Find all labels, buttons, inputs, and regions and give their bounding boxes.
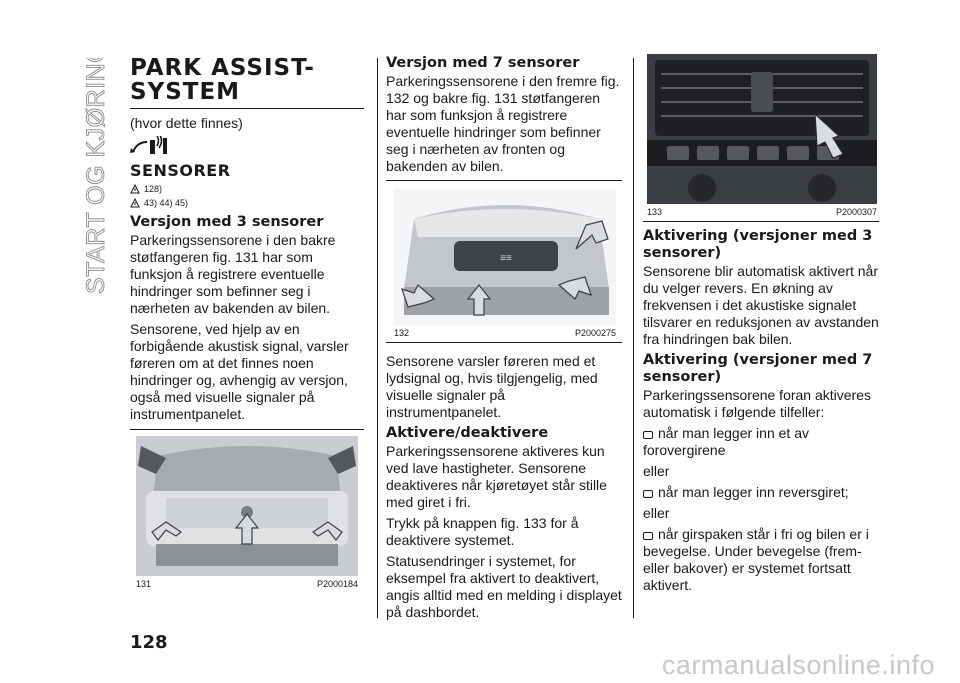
figure-131-rear-car	[136, 436, 358, 576]
list-item	[643, 484, 879, 501]
figure-133-caption	[647, 207, 877, 217]
or-text-1: eller	[643, 463, 670, 479]
bullet-icon	[643, 532, 653, 540]
figure-132-number: 132	[394, 328, 410, 338]
figure-132-top-divider	[386, 180, 622, 181]
reference-row-2	[130, 196, 364, 210]
section-side-tab	[80, 58, 112, 298]
paragraph-signals: Sensorene varsler føreren med et lydsignal og, hvis tilgjengelig, med visuelle signaler på instrumentpanelet.	[386, 353, 598, 420]
paragraph-3-sensors-2: Sensorene, ved hjelp av en forbigående akustisk signal, varsler føreren om at det finnes noen hindringer og, avhengig av versjon, også med visuelle signaler på instrumentpanelet.	[130, 321, 349, 422]
reference-row-1	[130, 182, 364, 196]
dashboard-illustration	[647, 54, 877, 204]
heading-7-sensors: Versjon med 7 sensorer	[386, 55, 580, 71]
paragraph-status: Statusendringer i systemet, for eksempel fra aktivert to deaktivert, angis alltid med en melding i displayet på dashbordet.	[386, 553, 622, 620]
reference-numbers-2: 43) 44) 45)	[144, 198, 189, 208]
heading-3-sensors: Versjon med 3 sensorer	[130, 214, 324, 230]
column-divider-2	[633, 58, 634, 618]
figure-132-caption	[394, 328, 616, 338]
heading-activation-7-sensors: Aktivering (versjoner med 7 sensorer)	[643, 352, 873, 385]
page-title-line1: PARK ASSIST-	[130, 55, 315, 81]
column-1	[130, 56, 364, 589]
column-divider-1	[377, 58, 378, 618]
figure-132-code: P2000275	[574, 328, 616, 338]
bullet-icon	[643, 490, 653, 498]
list-item	[643, 425, 879, 459]
figure-133-dashboard-button	[647, 54, 877, 204]
svg-text:≡≡: ≡≡	[500, 253, 512, 264]
list-item	[643, 526, 879, 594]
figure-133-code: P2000307	[835, 207, 877, 217]
paragraph-activation-3: Sensorene blir automatisk aktivert når du velger revers. En økning av frekvensen i det akustiske signalet tilsvarer en reduksjonen av avstanden fra hindringen bak bilen.	[643, 263, 879, 347]
bullet-text-2: når man legger inn reversgiret;	[658, 484, 849, 500]
paragraph-press-button: Trykk på knappen fig. 133 for å deaktivere systemet.	[386, 515, 579, 548]
note-warning-icon	[130, 198, 140, 208]
paragraph-activation-7: Parkeringssensorene foran aktiveres automatisk i følgende tilfeller:	[643, 387, 872, 420]
column-2	[386, 56, 622, 625]
hand-warning-icon	[130, 184, 140, 194]
page-title-line2: SYSTEM	[130, 79, 241, 105]
bullet-text-3: når girspaken står i fri og bilen er i bevegelse. Under bevegelse (frem- eller bakover) er systemet fortsatt aktivert.	[643, 526, 869, 593]
figure-132-front-car	[394, 189, 616, 325]
park-assist-symbol-icon	[130, 136, 364, 158]
column-3	[643, 56, 879, 598]
or-text-2: eller	[643, 505, 670, 521]
bullet-text-1: når man legger inn et av forovergirene	[643, 425, 809, 458]
rear-car-illustration	[136, 436, 358, 576]
side-tab-label: START OG KJØRING	[82, 58, 110, 294]
paragraph-activation: Parkeringssensorene aktiveres kun ved lave hastigheter. Sensorene deaktiveres når kjøretøyet står stille med giret i fri.	[386, 443, 607, 510]
figure-131-number: 131	[136, 579, 152, 589]
figure-133-bottom-divider	[643, 221, 879, 222]
reference-numbers-1: 128)	[144, 184, 163, 194]
heading-activation-3-sensors: Aktivering (versjoner med 3 sensorer)	[643, 228, 873, 261]
paragraph-3-sensors-1: Parkeringssensorene i den bakre støtfangeren fig. 131 har som funksjon å registrere eventuelle hindringer som befinner seg i nærheten av bakenden av bilen.	[130, 232, 336, 316]
figure-top-divider	[130, 429, 364, 430]
subtitle: (hvor dette finnes)	[130, 115, 243, 131]
front-car-illustration	[394, 189, 616, 325]
figure-131-caption	[136, 579, 358, 589]
figure-132-bottom-divider	[386, 342, 622, 343]
watermark: carmanualsonline.info	[661, 650, 935, 680]
figure-131-code: P2000184	[316, 579, 358, 589]
title-divider	[130, 108, 364, 109]
bullet-icon	[643, 431, 653, 439]
page-number: 128	[130, 632, 168, 653]
heading-activate-deactivate: Aktivere/deaktivere	[386, 425, 549, 441]
figure-133-number: 133	[647, 207, 663, 217]
sensorer-heading: SENSORER	[130, 161, 231, 180]
side-tab-svg	[80, 58, 112, 298]
paragraph-7-sensors: Parkeringssensorene i den fremre fig. 132 og bakre fig. 131 støtfangeren har som funksjon å registrere eventuelle hindringer som befinner seg i nærheten av fronten og bakenden av bilen.	[386, 73, 620, 174]
